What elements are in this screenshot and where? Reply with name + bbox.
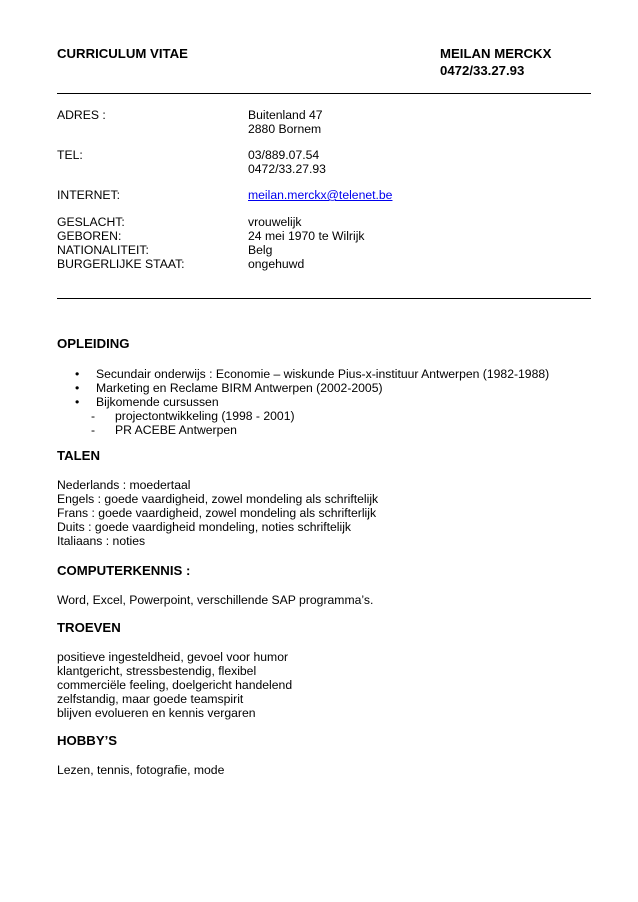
list-item: • Bijkomende cursussen (75, 395, 219, 409)
list-item: Engels : goede vaardigheid, zowel mondeling als schriftelijk (57, 492, 379, 506)
nationality-value: Belg (248, 243, 273, 257)
candidate-name: MEILAN MERCKX (440, 46, 552, 61)
list-item: Frans : goede vaardigheid, zowel mondeling als schrifterlijk (57, 506, 377, 520)
header-divider (57, 93, 591, 94)
hobbies-heading: HOBBY’S (57, 733, 118, 748)
hobbies-text: Lezen, tennis, fotografie, mode (57, 763, 225, 777)
civil-status-value: ongehuwd (248, 257, 305, 271)
nationality-label: NATIONALITEIT: (57, 243, 149, 257)
list-item: • Marketing en Reclame BIRM Antwerpen (2002-2005) (75, 381, 383, 395)
strengths-heading: TROEVEN (57, 620, 121, 635)
education-heading: OPLEIDING (57, 336, 130, 351)
list-item: zelfstandig, maar goede teamspirit (57, 692, 244, 706)
civil-status-label: BURGERLIJKE STAAT: (57, 257, 185, 271)
document-title: CURRICULUM VITAE (57, 46, 188, 61)
tel-line-1: 03/889.07.54 (248, 148, 320, 162)
bullet-icon: • (75, 367, 80, 381)
bullet-icon: • (75, 381, 80, 395)
computer-heading: COMPUTERKENNIS : (57, 563, 191, 578)
dash-icon: - (91, 423, 96, 437)
course-sublist (91, 409, 295, 437)
list-item: commerciële feeling, doelgericht handelend (57, 678, 293, 692)
languages-list (57, 478, 378, 548)
personal-divider (57, 298, 591, 299)
candidate-phone: 0472/33.27.93 (440, 63, 525, 78)
computer-skills-text: Word, Excel, Powerpoint, verschillende SAP programma’s. (57, 593, 374, 607)
email-link[interactable]: meilan.merckx@telenet.be (248, 188, 393, 202)
gender-value: vrouwelijk (248, 215, 302, 229)
born-value: 24 mei 1970 te Wilrijk (248, 229, 365, 243)
address-label: ADRES : (57, 108, 106, 122)
strengths-list (57, 650, 292, 720)
born-label: GEBOREN: (57, 229, 122, 243)
list-item: • Secundair onderwijs : Economie – wiskunde Pius-x-instituur Antwerpen (1982-1988) (75, 367, 550, 381)
address-line-2: 2880 Bornem (248, 122, 322, 136)
list-item: - PR ACEBE Antwerpen (91, 423, 237, 437)
languages-heading: TALEN (57, 448, 100, 463)
dash-icon: - (91, 409, 96, 423)
list-item: positieve ingesteldheid, gevoel voor humor (57, 650, 289, 664)
list-item: blijven evolueren en kennis vergaren (57, 706, 256, 720)
education-list (57, 367, 549, 409)
list-item: Duits : goede vaardigheid mondeling, noties schriftelijk (57, 520, 352, 534)
list-item: - projectontwikkeling (1998 - 2001) (91, 409, 295, 423)
internet-label: INTERNET: (57, 188, 120, 202)
list-item: Nederlands : moedertaal (57, 478, 191, 492)
tel-label: TEL: (57, 148, 83, 162)
list-item: klantgericht, stressbestendig, flexibel (57, 664, 257, 678)
list-item: Italiaans : noties (57, 534, 146, 548)
gender-label: GESLACHT: (57, 215, 125, 229)
tel-line-2: 0472/33.27.93 (248, 162, 326, 176)
bullet-icon: • (75, 395, 80, 409)
address-line-1: Buitenland 47 (248, 108, 323, 122)
